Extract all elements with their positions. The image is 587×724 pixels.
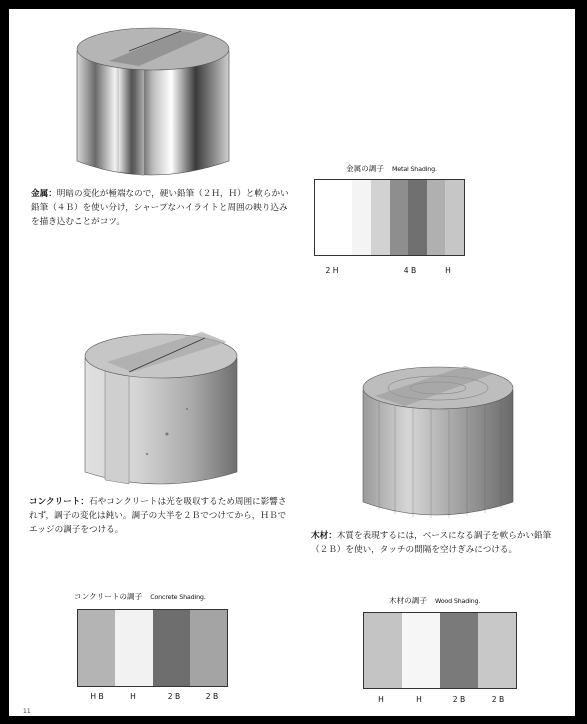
- wood-label: 木材：: [311, 531, 337, 541]
- shading-band: [402, 613, 440, 688]
- wood-scale-label: 2 B: [452, 695, 466, 704]
- shading-band: [371, 180, 390, 255]
- concrete-label: コンクリート：: [29, 497, 89, 507]
- concrete-cylinder-drawing: [77, 314, 249, 492]
- concrete-scale-label: 2 B: [205, 692, 219, 701]
- footer-mark: 11: [23, 708, 31, 715]
- shading-band: [478, 613, 516, 688]
- shading-band: [445, 180, 464, 255]
- wood-description: [311, 529, 567, 557]
- concrete-scale-label: 2 B: [167, 692, 181, 701]
- concrete-scale-label: H B: [90, 692, 104, 701]
- shading-band: [153, 610, 190, 686]
- shading-band: [190, 610, 227, 686]
- concrete-scale-label: H: [130, 692, 136, 701]
- shading-band: [364, 613, 402, 688]
- shading-band: [78, 610, 115, 686]
- shading-band: [427, 180, 446, 255]
- metal-text: 明暗の変化が極端なので，硬い鉛筆（２Ｈ，Ｈ）と軟らかい鉛筆（４Ｂ）を使い分け，シャープなハイライトと周囲の映り込みを描き込むことがコツ。: [31, 189, 289, 227]
- shading-band: [408, 180, 427, 255]
- shading-band: [440, 613, 478, 688]
- page: [9, 9, 575, 716]
- metal-scale-label: H: [445, 266, 451, 275]
- metal-description: [31, 187, 293, 229]
- wood-scale-label: H: [378, 695, 384, 704]
- wood-cylinder-drawing: [355, 352, 523, 528]
- wood-scale-label: H: [416, 695, 422, 704]
- shading-band: [115, 610, 152, 686]
- wood-swatch-title: 木材の調子 Wood Shading.: [389, 596, 481, 605]
- concrete-swatch-title: コンクリートの調子 Concrete Shading.: [74, 592, 206, 601]
- metal-scale-label: 2 H: [325, 266, 339, 275]
- metal-label: 金属：: [31, 189, 57, 199]
- metal-shading-swatch: [314, 179, 465, 256]
- shading-band: [390, 180, 409, 255]
- concrete-description: [29, 495, 291, 537]
- shading-band: [334, 180, 353, 255]
- shading-band: [315, 180, 334, 255]
- metal-cylinder-drawing: [69, 11, 239, 183]
- metal-scale-label: 4 B: [403, 266, 417, 275]
- shading-band: [352, 180, 371, 255]
- wood-shading-swatch: [363, 612, 517, 689]
- concrete-shading-swatch: [77, 609, 228, 687]
- metal-swatch-title: 金属の調子 Metal Shading.: [346, 164, 437, 173]
- concrete-text: 石やコンクリートは光を吸収するため周囲に影響されず，調子の変化は鈍い。調子の大半を２Ｂでつけてから，ＨＢでエッジの調子をつける。: [29, 497, 287, 535]
- wood-scale-label: 2 B: [491, 695, 505, 704]
- wood-text: 木質を表現するには，ベースになる調子を軟らかい鉛筆（２Ｂ）を使い，タッチの間隔を空けぎみにつける。: [311, 531, 552, 555]
